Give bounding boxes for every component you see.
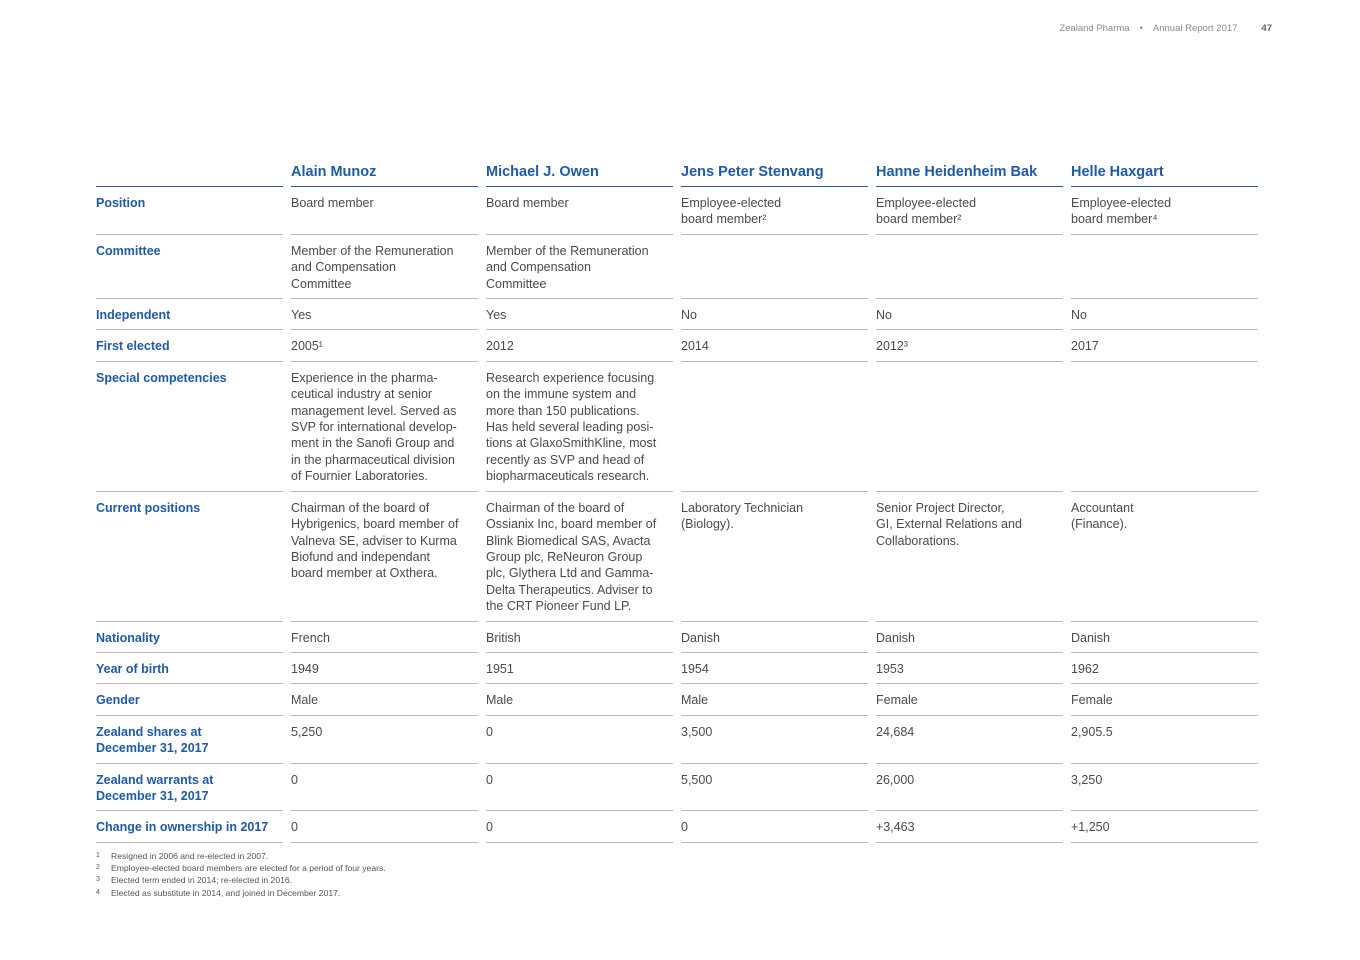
publisher: Zealand Pharma xyxy=(1059,23,1130,34)
table-row xyxy=(96,299,1265,330)
table-cell: Member of the Remuneration and Compensation Committee xyxy=(486,235,673,299)
row-label: Current positions xyxy=(96,492,283,622)
table-row xyxy=(96,811,1265,842)
row-label: Change in ownership in 2017 xyxy=(96,811,283,842)
footnote xyxy=(96,862,1265,874)
footnote xyxy=(96,850,1265,862)
table-cell xyxy=(876,362,1063,492)
table-cell: Chairman of the board of Ossianix Inc, board member of Blink Biomedical SAS, Avacta Group plc, ReNeuron Group plc, Glythera Ltd and Gamma- Delta Therapeutics. Adviser to the CRT Pioneer Fund LP. xyxy=(486,492,673,622)
table-cell: Accountant (Finance). xyxy=(1071,492,1258,622)
table-row xyxy=(96,330,1265,361)
table-cell: Danish xyxy=(1071,622,1258,653)
table-cell: 24,684 xyxy=(876,716,1063,764)
table-cell: 3,250 xyxy=(1071,764,1258,812)
table-cell: 1951 xyxy=(486,653,673,684)
table-cell: 0 xyxy=(486,716,673,764)
table-row xyxy=(96,362,1265,492)
table-cell: Member of the Remuneration and Compensation Committee xyxy=(291,235,478,299)
table-row xyxy=(96,653,1265,684)
table-cell: Employee-elected board member² xyxy=(681,187,868,235)
table-cell: 1953 xyxy=(876,653,1063,684)
table-cell: 1962 xyxy=(1071,653,1258,684)
table-cell: No xyxy=(876,299,1063,330)
table-cell: Danish xyxy=(681,622,868,653)
table-cell: Board member xyxy=(486,187,673,235)
table-cell: 2012 xyxy=(486,330,673,361)
table-cell: Male xyxy=(291,684,478,715)
table-row xyxy=(96,492,1265,622)
table-cell: 2005¹ xyxy=(291,330,478,361)
table-cell: 1949 xyxy=(291,653,478,684)
column-header-name: Michael J. Owen xyxy=(486,160,673,187)
table-cell: Laboratory Technician (Biology). xyxy=(681,492,868,622)
table-cell: 0 xyxy=(291,764,478,812)
table-cell xyxy=(681,362,868,492)
row-label: Special competencies xyxy=(96,362,283,492)
row-label: Independent xyxy=(96,299,283,330)
table-cell: +3,463 xyxy=(876,811,1063,842)
separator-bullet: • xyxy=(1139,23,1143,34)
table-cell: 0 xyxy=(486,811,673,842)
table-cell: 0 xyxy=(486,764,673,812)
footnote-text: Employee-elected board members are elected for a period of four years. xyxy=(111,863,386,874)
footnote xyxy=(96,887,1265,899)
row-label: Year of birth xyxy=(96,653,283,684)
column-header-name: Alain Munoz xyxy=(291,160,478,187)
footnote-text: Elected term ended in 2014; re-elected in 2016. xyxy=(111,875,293,886)
table-cell: No xyxy=(1071,299,1258,330)
table-cell: 5,250 xyxy=(291,716,478,764)
table-cell: Chairman of the board of Hybrigenics, board member of Valneva SE, adviser to Kurma Biofund and independant board member at Oxthera. xyxy=(291,492,478,622)
table-cell: 2017 xyxy=(1071,330,1258,361)
table-cell: 1954 xyxy=(681,653,868,684)
footnote-number: 1 xyxy=(96,851,100,859)
table-row xyxy=(96,764,1265,812)
header-blank xyxy=(96,160,283,187)
table-cell: Female xyxy=(1071,684,1258,715)
table-cell: French xyxy=(291,622,478,653)
row-label: Gender xyxy=(96,684,283,715)
footnote-number: 2 xyxy=(96,864,100,872)
table-cell: 2,905.5 xyxy=(1071,716,1258,764)
table-row xyxy=(96,235,1265,299)
table-row xyxy=(96,684,1265,715)
report-title: Annual Report 2017 xyxy=(1152,23,1238,34)
table-cell: 5,500 xyxy=(681,764,868,812)
row-label: First elected xyxy=(96,330,283,361)
table-cell: Yes xyxy=(486,299,673,330)
table-cell: 0 xyxy=(681,811,868,842)
table-cell: No xyxy=(681,299,868,330)
page-number: 47 xyxy=(1261,23,1272,34)
table-row xyxy=(96,716,1265,764)
table-cell xyxy=(681,235,868,299)
row-label: Zealand shares at December 31, 2017 xyxy=(96,716,283,764)
table-cell xyxy=(1071,362,1258,492)
table-cell: Female xyxy=(876,684,1063,715)
table-cell: Research experience focusing on the immune system and more than 150 publications. Has held several leading posi- tions at GlaxoSmithKline, most recently as SVP and head of biopharmaceuticals research. xyxy=(486,362,673,492)
running-header xyxy=(1059,23,1272,34)
table-cell: British xyxy=(486,622,673,653)
table-cell: Experience in the pharma- ceutical industry at senior management level. Served as SVP for international develop- ment in the Sanofi Group and in the pharmaceutical division of Fournier Laboratories. xyxy=(291,362,478,492)
column-header-name: Hanne Heidenheim Bak xyxy=(876,160,1063,187)
content xyxy=(96,160,1265,899)
table-cell: Male xyxy=(681,684,868,715)
footnotes xyxy=(96,850,1265,899)
table-cell: Yes xyxy=(291,299,478,330)
board-members-table xyxy=(96,160,1265,843)
table-row xyxy=(96,187,1265,235)
table-cell xyxy=(876,235,1063,299)
footnote-text: Elected as substitute in 2014, and joined in December 2017. xyxy=(111,887,341,898)
table-cell: 2012³ xyxy=(876,330,1063,361)
table-cell: 3,500 xyxy=(681,716,868,764)
table-cell: Employee-elected board member² xyxy=(876,187,1063,235)
footnote-number: 4 xyxy=(96,888,100,896)
table-cell: Male xyxy=(486,684,673,715)
row-label: Committee xyxy=(96,235,283,299)
table-cell xyxy=(1071,235,1258,299)
table-row xyxy=(96,622,1265,653)
table-header-row xyxy=(96,160,1265,187)
footnote-number: 3 xyxy=(96,876,100,884)
table-cell: 2014 xyxy=(681,330,868,361)
row-label: Nationality xyxy=(96,622,283,653)
row-label: Position xyxy=(96,187,283,235)
footnote xyxy=(96,874,1265,886)
table-cell: +1,250 xyxy=(1071,811,1258,842)
table-cell: Danish xyxy=(876,622,1063,653)
table-cell: 26,000 xyxy=(876,764,1063,812)
column-header-name: Helle Haxgart xyxy=(1071,160,1258,187)
footnote-text: Resigned in 2006 and re-elected in 2007. xyxy=(111,850,269,861)
table-cell: Employee-elected board member⁴ xyxy=(1071,187,1258,235)
table-cell: 0 xyxy=(291,811,478,842)
column-header-name: Jens Peter Stenvang xyxy=(681,160,868,187)
table-cell: Senior Project Director, GI, External Relations and Collaborations. xyxy=(876,492,1063,622)
row-label: Zealand warrants at December 31, 2017 xyxy=(96,764,283,812)
table-cell: Board member xyxy=(291,187,478,235)
